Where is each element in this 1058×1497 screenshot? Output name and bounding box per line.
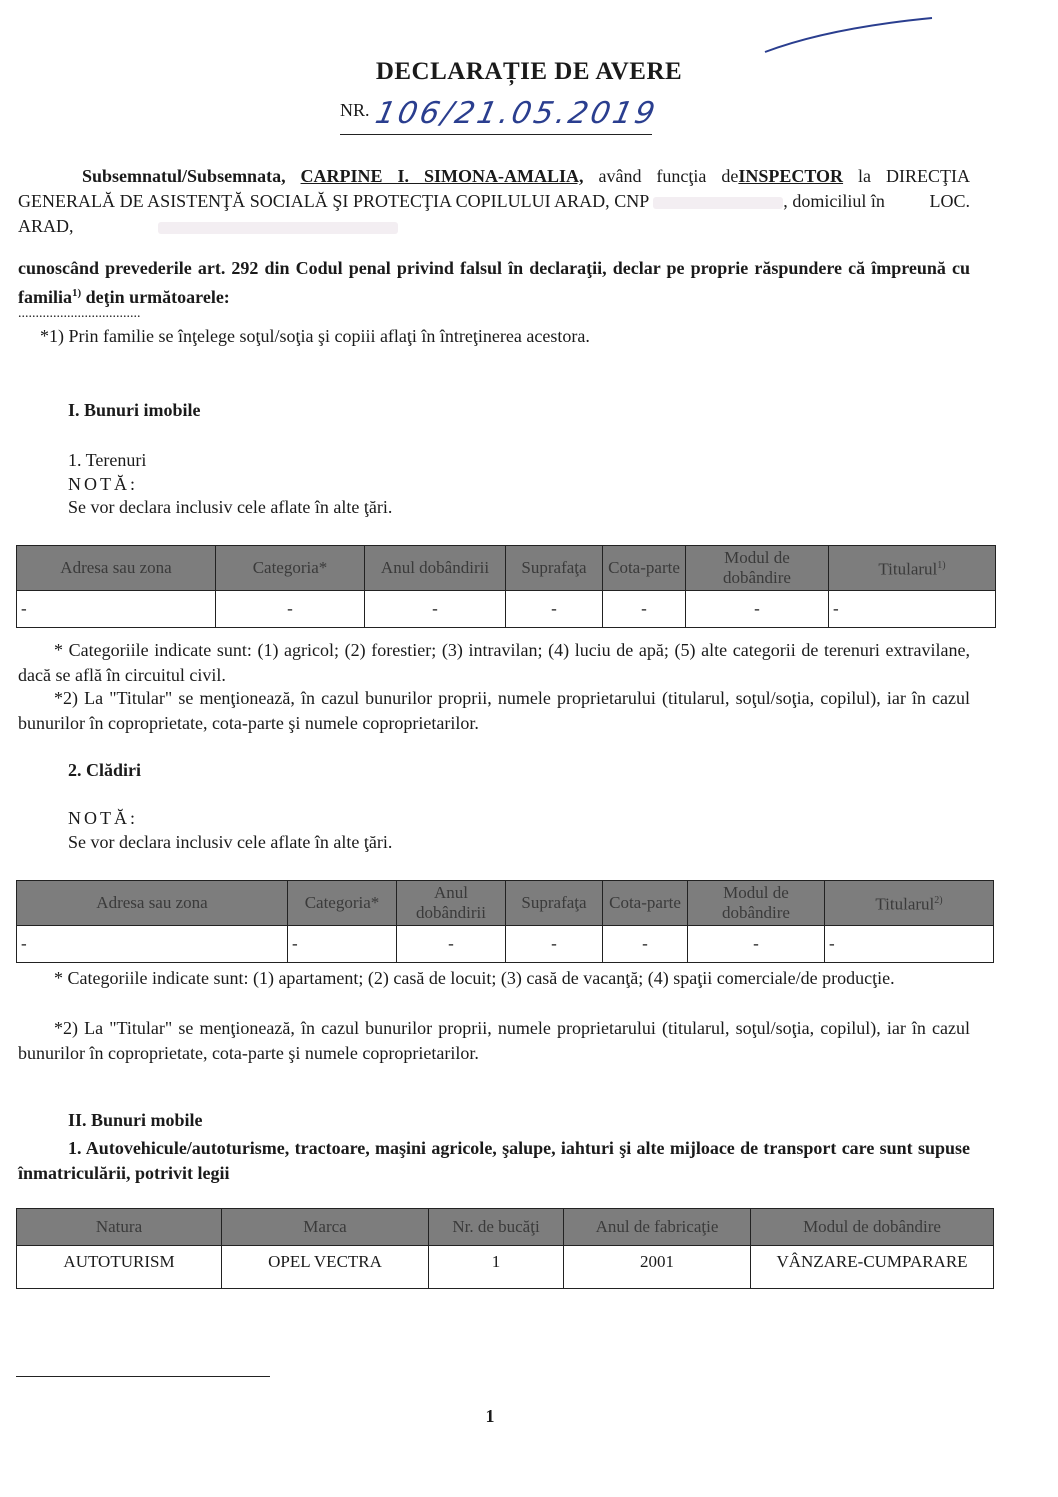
footnote-rule [16,1376,270,1377]
table-cell: - [825,926,994,963]
autovehicule-table [16,1208,994,1289]
la-label: la [858,166,872,186]
locality: LOC. ARAD, [18,191,971,236]
table-cell: - [365,591,506,628]
table-cell: OPEL VECTRA [222,1246,429,1289]
domiciliul-label: , domiciliul în [783,191,885,211]
col-titular: Titularul$^{1)}$ [829,546,996,591]
cladiri-titular-note: *2) La "Titular" se menţionează, în cazul bunurilor proprii, numele proprietarului (titularul, soţul/soţia, copilul), iar în cazul bunurilor în coproprietate, cota-parte şi numele coproprietarilor. [18,1018,970,1063]
subsemnatul-label: Subsemnatul/Subsemnata, [82,166,286,186]
col-titular: Titularul$^{2)}$ [825,881,994,926]
table-cell: 1 [429,1246,564,1289]
table-row [17,926,994,963]
section-mobile-title: II. Bunuri mobile [68,1110,203,1130]
table-cell: - [506,926,603,963]
col-modul-dobandire: Modul de dobândire [751,1209,994,1246]
col-marca: Marca [222,1209,429,1246]
dots-separator: ................................... [18,306,141,321]
table-cell: - [17,926,288,963]
col-suprafata: Suprafaţa [506,546,603,591]
handwritten-registration-number: 106/21.05.2019 [372,96,661,131]
col-adresa: Adresa sau zona [17,881,288,926]
col-modul: Modul de dobândire [686,546,829,591]
table-cell: - [216,591,365,628]
redacted-cnp [653,197,783,209]
table-cell: - [829,591,996,628]
cladiri-nota: NOTĂ: [68,808,138,828]
col-cota: Cota-parte [603,881,688,926]
cladiri-categories-note: * Categoriile indicate sunt: (1) apartament; (2) casă de locuit; (3) casă de vacanţă; (4) spaţii comerciale/de producţie. [54,968,895,988]
col-nr-bucati: Nr. de bucăţi [429,1209,564,1246]
functia-label: având funcţia de [598,166,739,186]
terenuri-table [16,545,996,628]
footnote-family: *1) Prin familie se înţelege soţul/soţia şi copiii aflaţi în întreţinerea acestora. [40,326,590,346]
table-cell: - [506,591,603,628]
table-header-row [17,1209,994,1246]
col-anul: Anul dobândirii [397,881,506,926]
cladiri-table [16,880,994,963]
table-header-row [17,546,996,591]
table-row [17,1246,994,1289]
cladiri-title: 2. Clădiri [68,760,142,780]
declarant-function: INSPECTOR [738,166,844,186]
terenuri-nota-text: Se vor declara inclusiv cele aflate în alte ţări. [68,497,393,517]
col-modul: Modul de dobândire [688,881,825,926]
col-anul: Anul dobândirii [365,546,506,591]
col-anul-fabricatie: Anul de fabricaţie [564,1209,751,1246]
col-suprafata: Suprafaţa [506,881,603,926]
redacted-address [158,222,398,234]
col-adresa: Adresa sau zona [17,546,216,591]
table-row [17,591,996,628]
table-cell: - [686,591,829,628]
nr-underline [340,134,652,135]
table-cell: VÂNZARE-CUMPARARE [751,1246,994,1289]
autovehicule-title: 1. Autovehicule/autoturisme, tractoare, maşini agricole, şalupe, iahturi şi alte mijloace de transport care sunt supuse înmatriculării, potrivit legii [18,1138,970,1183]
nr-label: NR. [340,100,370,120]
declaration-statement: cunoscând prevederile art. 292 din Codul penal privind falsul în declaraţii, declar pe proprie răspundere că împreună cu familia$^{1)}$ deţin următoarele: [18,258,970,307]
col-categoria: Categoria* [288,881,397,926]
col-natura: Natura [17,1209,222,1246]
table-cell: - [688,926,825,963]
terenuri-titular-note: *2) La "Titular" se menţionează, în cazul bunurilor proprii, numele proprietarului (titularul, soţul/soţia, copilul), iar în cazul bunurilor în coproprietate, cota-parte şi numele coproprietarilor. [18,688,970,733]
table-cell: AUTOTURISM [17,1246,222,1289]
institution-name: DIRECŢIA GENERALĂ DE ASISTENŢĂ SOCIALĂ ŞI PROTECŢIA COPILULUI ARAD, CNP [18,166,970,211]
document-title: DECLARAȚIE DE AVERE [375,58,683,85]
table-header-row [17,881,994,926]
terenuri-nota: NOTĂ: [68,474,138,494]
table-cell: - [17,591,216,628]
terenuri-categories-note: * Categoriile indicate sunt: (1) agricol; (2) forestier; (3) intravilan; (4) luciu de apă; (5) alte categorii de terenuri extravilane, dacă se află în circuitul civil. [18,640,970,685]
table-cell: - [603,591,686,628]
intro-paragraph [18,164,970,239]
pen-stroke-mark [760,10,940,60]
page-number: 1 [485,1406,495,1426]
table-cell: 2001 [564,1246,751,1289]
declarant-name: CARPINE I. SIMONA-AMALIA, [300,166,584,186]
section-imobile-title: I. Bunuri imobile [68,400,201,420]
table-cell: - [397,926,506,963]
terenuri-title: 1. Terenuri [68,450,147,470]
table-cell: - [603,926,688,963]
col-categoria: Categoria* [216,546,365,591]
table-cell: - [288,926,397,963]
cladiri-nota-text: Se vor declara inclusiv cele aflate în alte ţări. [68,832,393,852]
col-cota: Cota-parte [603,546,686,591]
